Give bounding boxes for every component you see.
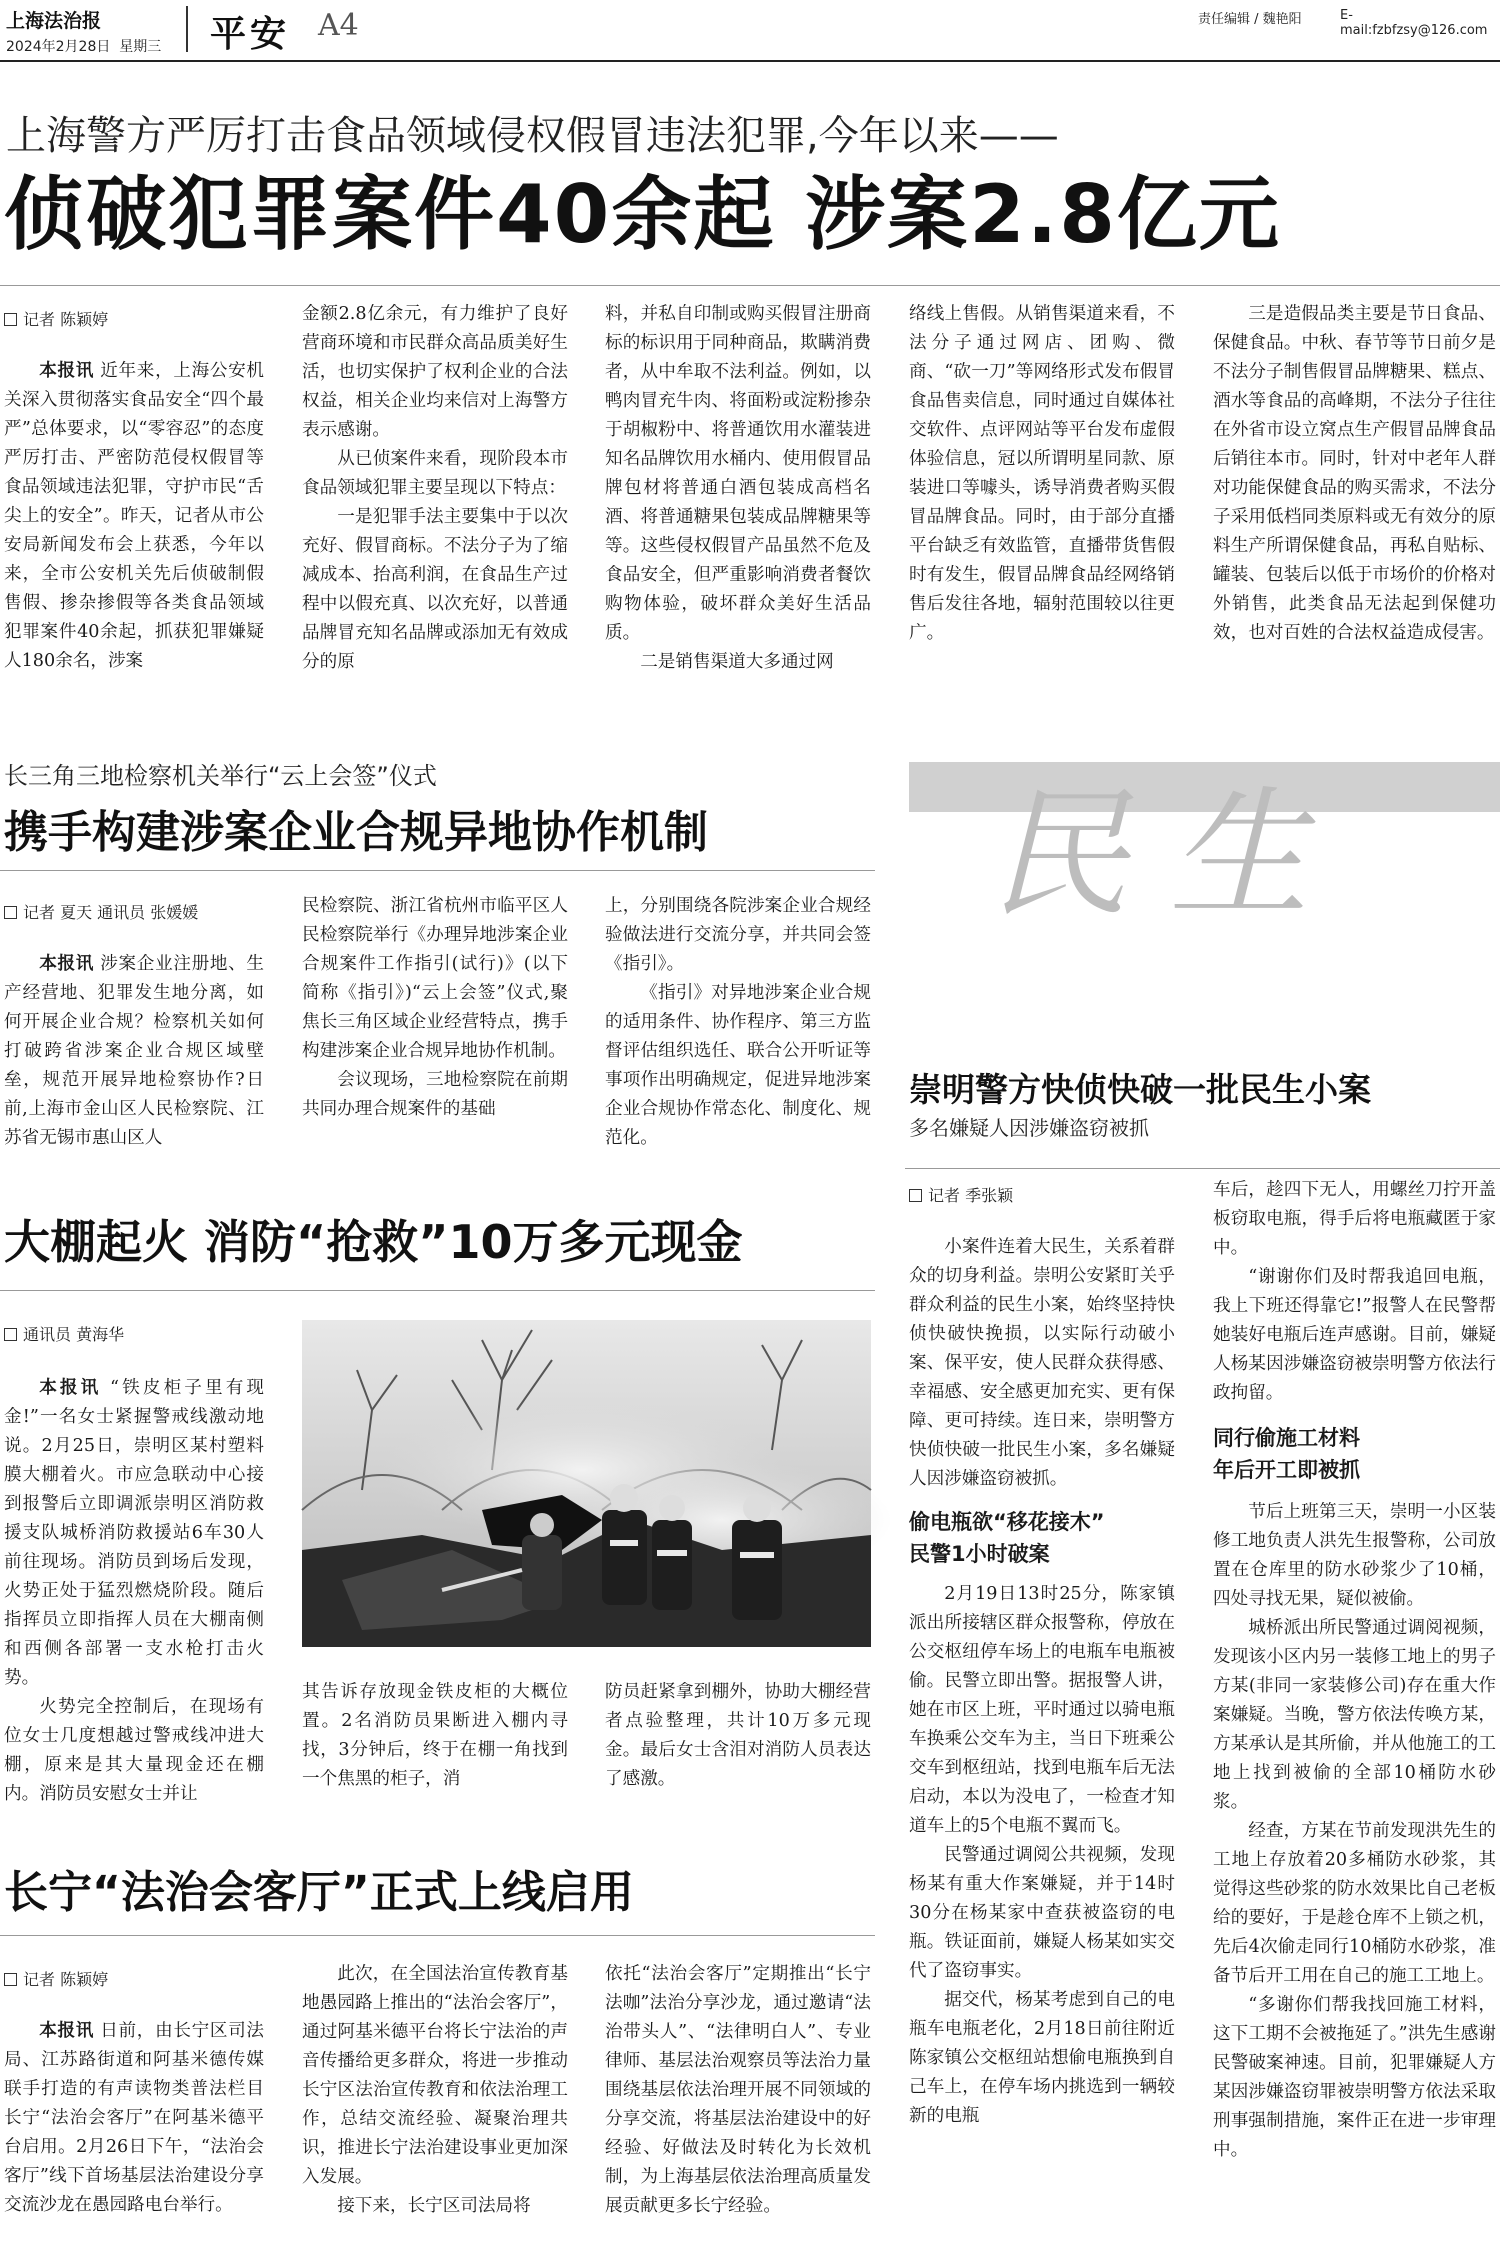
lead-headline: 侦破犯罪案件40余起 涉案2.8亿元 <box>4 168 1281 261</box>
lead-col-2: 金额2.8亿余元，有力维护了良好营商环境和市民群众高品质美好生活，也切实保护了权利企业的合法权益，相关企业均来信对上海警方表示感谢。 从已侦案件来看，现阶段本市食品领域犯罪主要呈现以下特点： 一是犯罪手法主要集中于以次充好、假冒商标。不法分子为了缩减成本、抬高利润，在食品生产过程中以假充真、以次充好，以普通品牌冒充知名品牌或添加无有效成分的原 <box>302 304 568 672</box>
changning-byline: 记者 陈颖婷 <box>4 1967 108 1990</box>
lead-col-3: 料，并私自印制或购买假冒注册商标的标识用于同种商品，欺瞒消费者，从中牟取不法利益。例如，以鸭肉冒充牛肉、将面粉或淀粉掺杂于胡椒粉中、将普通饮用水灌装进知名品牌饮用水桶内、使用假冒品牌包材将普通白酒包装成高档名酒、将普通糖果包装成品牌糖果等等。这些侵权假冒产品虽然不危及食品安全，但严重影响消费者餐饮购物体验，破坏群众美好生活品质。 二是销售渠道大多通过网 <box>605 304 871 672</box>
masthead-divider <box>186 6 188 52</box>
date: 2024年2月28日 <box>6 39 111 55</box>
proc-col-1: 本报讯 涉案企业注册地、生产经营地、犯罪发生地分离，如何开展企业合规？检察机关如何打破跨省涉案企业合规区域壁垒，规范开展异地检察协作?日前,上海市金山区人民检察院、江苏省无锡市惠山区人 <box>4 954 264 1148</box>
paper-name: 上海法治报 <box>6 10 102 32</box>
divider <box>0 285 1500 286</box>
proc-headline: 携手构建涉案企业合规异地协作机制 <box>4 807 708 858</box>
proc-kicker: 长三角三地检察机关举行“云上会签”仪式 <box>4 762 437 790</box>
minsheng-byline: 记者 季张颖 <box>909 1183 1013 1206</box>
byline-box-icon <box>4 313 17 326</box>
byline-box-icon <box>4 906 17 919</box>
byline-box-icon <box>909 1189 922 1202</box>
proc-byline: 记者 夏天 通讯员 张媛媛 <box>4 900 198 923</box>
fire-byline: 通讯员 黄海华 <box>4 1322 124 1345</box>
lead-kicker: 上海警方严厉打击食品领域侵权假冒违法犯罪,今年以来—— <box>6 113 1059 159</box>
fire-col-1: 本报讯 “铁皮柜子里有现金!”一名女士紧握警戒线激动地说。2月25日，崇明区某村塑料膜大棚着火。市应急联动中心接到报警后立即调派崇明区消防救援支队城桥消防救援站6车30人前往现场。消防员到场后发现，火势正处于猛烈燃烧阶段。随后指挥员立即指挥人员在大棚南侧和西侧各部署一支水枪打击火势。 火势完全控制后，在现场有位女士几度想越过警戒线冲进大棚，原来是其大量现金还在棚内。消防员安慰女士并让 <box>4 1378 265 1804</box>
lead-col-5: 三是造假品类主要是节日食品、保健食品。中秋、春节等节日前夕是不法分子制售假冒品牌糖果、糕点、酒水等食品的高峰期，不法分子往往在外省市设立窝点生产假冒品牌食品后销往本市。同时，针对中老年人群对功能保健食品的购买需求，不法分子采用低档同类原料或无有效分的原料生产所谓保健食品，再私自贴标、罐装、包装后以低于市场价的价格对外销售，此类食品无法起到保健功效，也对百姓的合法权益造成侵害。 <box>1213 304 1496 643</box>
minsheng-col-1: 小案件连着大民生，关系着群众的切身利益。崇明公安紧盯关乎群众利益的民生小案，始终坚持快侦快破快挽损，以实际行动破小案、保平安，使人民群众获得感、幸福感、安全感更加充实、更有保障、更可持续。连日来，崇明警方快侦快破一批民生小案，多名嫌疑人因涉嫌盗窃被抓。 偷电瓶欲“移花接木” 民警1小时破案 2月19日13时25分，陈家镇派出所接辖区群众报警称，停放在公交枢纽停车场上的电瓶车电瓶被偷。民警立即出警。据报警人讲，她在市区上班，平时通过以骑电瓶车换乘公交车为主，当日下班乘公交车到枢纽站，找到电瓶车后无法启动，本以为没电了，一检查才知道车上的5个电瓶不翼而飞。 民警通过调阅公共视频，发现杨某有重大作案嫌疑，并于14时30分在杨某家中查获被盗窃的电瓶。铁证面前，嫌疑人杨某如实交代了盗窃事实。 据交代，杨某考虑到自己的电瓶车电瓶老化，2月18日前往附近陈家镇公交枢纽站想偷电瓶换到自己车上，在停车场内挑选到一辆较新的电瓶 <box>909 1237 1175 2126</box>
masthead-rule <box>0 60 1500 62</box>
divider <box>0 1290 875 1291</box>
fire-col-3: 防员赶紧拿到棚外，协助大棚经营者点验整理，共计10万多元现金。最后女士含泪对消防人员表达了感激。 <box>605 1682 871 1789</box>
byline-box-icon <box>4 1973 17 1986</box>
divider <box>905 1168 1500 1169</box>
fire-headline: 大棚起火 消防“抢救”10万多元现金 <box>4 1215 743 1269</box>
section-name: 平安 <box>210 14 291 55</box>
lead-col-4: 络线上售假。从销售渠道来看，不法分子通过网店、团购、微商、“砍一刀”等网络形式发布假冒食品售卖信息，同时通过自媒体社交软件、点评网站等平台发布虚假体验信息，冠以所谓明星同款、原装进口等噱头，诱导消费者购买假冒品牌食品。同时，由于部分直播平台缺乏有效监管，直播带货售假时有发生，假冒品牌食品经网络销售后发往各地，辐射范围较以往更广。 <box>909 304 1175 643</box>
proc-col-2: 民检察院、浙江省杭州市临平区人民检察院举行《办理异地涉案企业合规案件工作指引(试行)》(以下简称《指引》)“云上会签”仪式,聚焦长三角区域企业经营特点，携手构建涉案企业合规异地协作机制。 会议现场，三地检察院在前期共同办理合规案件的基础 <box>302 896 568 1119</box>
masthead <box>0 0 1500 62</box>
minsheng-subhead: 多名嫌疑人因涉嫌盗窃被抓 <box>909 1116 1149 1140</box>
lead-col-1: 本报讯 近年来，上海公安机关深入贯彻落实食品安全“四个最严”总体要求，以“零容忍”的态度严厉打击、严密防范侵权假冒等食品领域违法犯罪，守护市民“舌尖上的安全”。昨天，记者从市公安局新闻发布会上获悉，今年以来，全市公安机关先后侦破制假售假、掺杂掺假等各类食品领域犯罪案件40余起，抓获犯罪嫌疑人180余名，涉案 <box>4 361 264 671</box>
byline-box-icon <box>4 1328 17 1341</box>
minsheng-headline: 崇明警方快侦快破一批民生小案 <box>909 1070 1371 1109</box>
email: E-mail:fzbfzsy@126.com <box>1340 8 1488 38</box>
minsheng-subhead-2: 同行偷施工材料 年后开工即被抓 <box>1213 1426 1360 1482</box>
divider <box>0 870 875 871</box>
divider <box>0 1935 875 1936</box>
banner-text: 民生 <box>989 774 1350 937</box>
fire-col-2: 其告诉存放现金铁皮柜的大概位置。2名消防员果断进入棚内寻找，3分钟后，终于在棚一角找到一个焦黑的柜子，消 <box>302 1682 568 1789</box>
editor: 责任编辑 / 魏艳阳 <box>1198 12 1302 27</box>
changning-headline: 长宁“法治会客厅”正式上线启用 <box>4 1867 634 1918</box>
page-number: A4 <box>318 8 359 43</box>
proc-col-3: 上，分别围绕各院涉案企业合规经验做法进行交流分享，并共同会签《指引》。 《指引》对异地涉案企业合规的适用条件、协作程序、第三方监督评估组织选任、联合公开听证等事项作出明确规定，促进异地涉案企业合规协作常态化、制度化、规范化。 <box>605 896 871 1148</box>
changning-col-3: 依托“法治会客厅”定期推出“长宁法咖”法治分享沙龙，通过邀请“法治带头人”、“法律明白人”、专业律师、基层法治观察员等法治力量围绕基层依法治理开展不同领域的分享交流，将基层法治建设中的好经验、好做法及时转化为长效机制，为上海基层依法治理高质量发展贡献更多长宁经验。 <box>605 1964 871 2216</box>
minsheng-col-2: 车后，趁四下无人，用螺丝刀拧开盖板窃取电瓶，得手后将电瓶藏匿于家中。 “谢谢你们及时帮我追回电瓶，我上下班还得靠它!”报警人在民警帮她装好电瓶后连声感谢。目前，嫌疑人杨某因涉嫌盗窃被崇明警方依法行政拘留。 同行偷施工材料 年后开工即被抓 节后上班第三天，崇明一小区装修工地负责人洪先生报警称，公司放置在仓库里的防水砂浆少了10桶，四处寻找无果，疑似被偷。 城桥派出所民警通过调阅视频，发现该小区内另一装修工地上的男子方某(非同一家装修公司)存在重大作案嫌疑。当晚，警方依法传唤方某，方某承认是其所偷，并从他施工的工地上找到被偷的全部10桶防水砂浆。 经查，方某在节前发现洪先生的工地上存放着20多桶防水砂浆，其觉得这些砂浆的防水效果比自己老板给的要好，于是趁仓库不上锁之机，先后4次偷走同行10桶防水砂浆，准备节后开工用在自己的施工工地上。 “多谢你们帮我找回施工材料，这下工期不会被拖延了。”洪先生感谢民警破案神速。目前，犯罪嫌疑人方某因涉嫌盗窃罪被崇明警方依法采取刑事强制措施，案件正在进一步审理中。 <box>1213 1180 1496 2160</box>
lead-tag: 本报讯 <box>39 361 94 381</box>
minsheng-subhead-1: 偷电瓶欲“移花接木” 民警1小时破案 <box>909 1510 1105 1566</box>
minsheng-banner <box>909 762 1500 1022</box>
lead-byline: 记者 陈颖婷 <box>4 307 108 330</box>
weekday: 星期三 <box>119 39 162 55</box>
fire-scene-image <box>302 1320 871 1647</box>
changning-col-1: 本报讯 日前，由长宁区司法局、江苏路街道和阿基米德传媒联手打造的有声读物类普法栏目长宁“法治会客厅”在阿基米德平台启用。2月26日下午，“法治会客厅”线下首场基层法治建设分享交流沙龙在愚园路电台举行。 <box>4 2021 264 2215</box>
issue-date <box>6 36 161 56</box>
fire-photo <box>302 1320 871 1647</box>
changning-col-2: 此次，在全国法治宣传教育基地愚园路上推出的“法治会客厅”，通过阿基米德平台将长宁法治的声音传播给更多群众，将进一步推动长宁区法治宣传教育和依法治理工作，总结交流经验、凝聚治理共识，推进长宁法治建设事业更加深入发展。 接下来，长宁区司法局将 <box>302 1964 568 2216</box>
